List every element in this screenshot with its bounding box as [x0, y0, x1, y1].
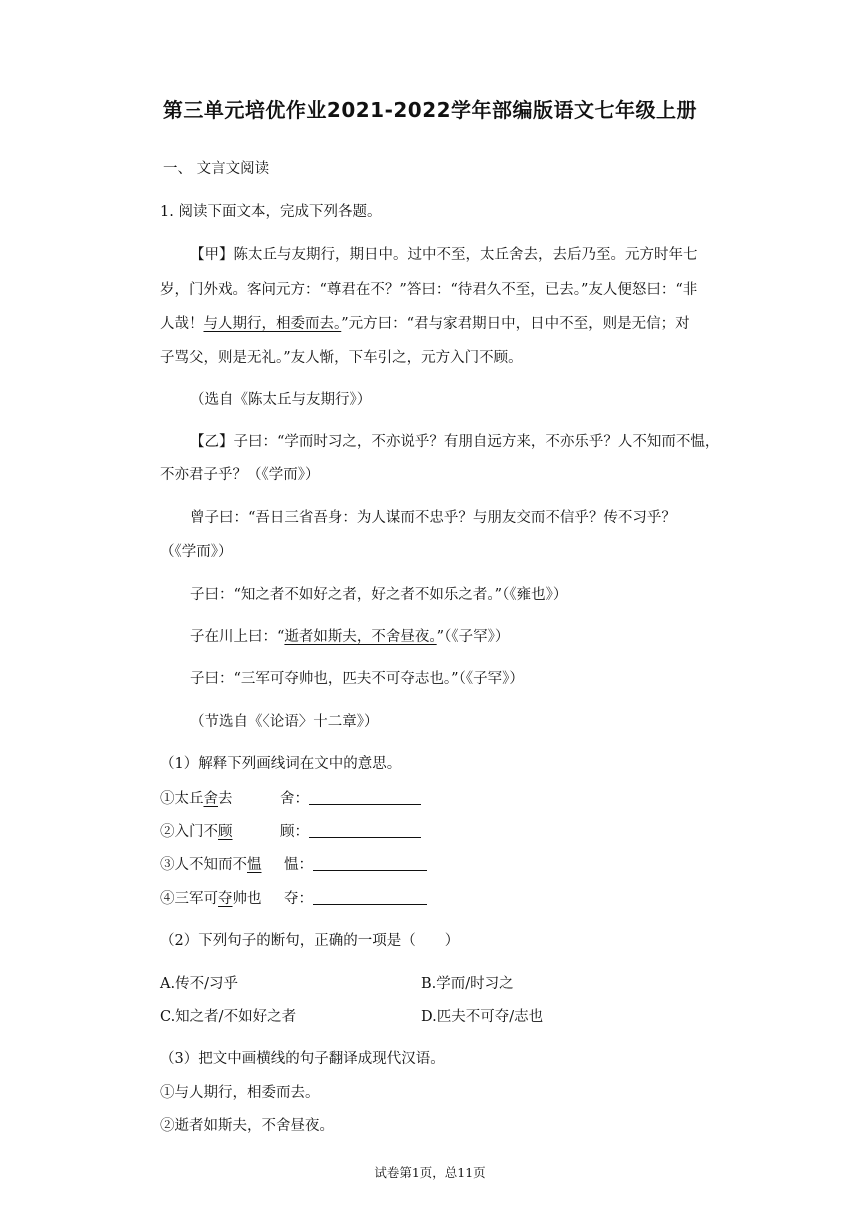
passage-yi-line: 曾子曰：“吾日三省吾身：为人谋而不忠乎？与朋友交而不信乎？传不习乎？ [190, 510, 676, 526]
passage-yi-line: 不亦君子乎？（《学而》） [160, 467, 320, 483]
text-span: 三军可 [174, 891, 218, 907]
text-span: ”元方曰：“君与家君期日中，日中不至，则是无信；对 [341, 316, 690, 332]
section-heading: 一、 文言文阅读 [163, 161, 270, 177]
question-1: 1. 阅读下面文本，完成下列各题。 [160, 204, 382, 220]
underlined-word: 舍 [203, 791, 218, 807]
underlined-word: 愠 [247, 857, 262, 873]
answer-label: 愠： [284, 857, 313, 873]
passage-yi-line: 子曰：“三军可夺帅也，匹夫不可夺志也。”（《子罕》） [190, 671, 524, 687]
vocab-item [160, 822, 233, 842]
answer-label: 顾： [280, 824, 309, 840]
answer-label: 夺： [284, 891, 313, 907]
underlined-sentence: 与人期行，相委而去。 [203, 316, 342, 332]
item-number: ② [160, 824, 175, 840]
text-span: 太丘 [174, 791, 204, 807]
document-title: 第三单元培优作业2021-2022学年部编版语文七年级上册 [162, 98, 698, 122]
underlined-word: 夺 [218, 891, 233, 907]
passage-yi-line [190, 627, 509, 647]
passage-jia-line: 岁，门外戏。客问元方：“尊君在不？”答曰：“待君久不至，已去。”友人便怒曰：“非 [160, 282, 698, 298]
sub-question-2: （2）下列句子的断句，正确的一项是（ ） [160, 933, 460, 949]
translation-item: ①与人期行，相委而去。 [160, 1085, 320, 1101]
answer-label: 舍： [280, 791, 309, 807]
answer-line [284, 855, 427, 875]
answer-blank[interactable] [309, 823, 421, 838]
passage-jia-line [160, 314, 690, 334]
passage-yi-line: 子曰：“知之者不如好之者，好之者不如乐之者。”（《雍也》） [190, 587, 568, 603]
item-number: ③ [160, 857, 175, 873]
option-d[interactable]: D.匹夫不可夺/志也 [421, 1009, 544, 1025]
passage-jia-line: 子骂父，则是无礼。”友人惭，下车引之，元方入门不顾。 [160, 350, 523, 366]
item-number: ① [160, 791, 175, 807]
option-b[interactable]: B.学而/时习之 [421, 976, 514, 992]
passage-yi-line: 【乙】子曰：“学而时习之，不亦说乎？有朋自远方来，不亦乐乎？人不知而不愠， [190, 434, 720, 450]
option-c[interactable]: C.知之者/不如好之者 [160, 1009, 297, 1025]
text-span: 帅也 [232, 891, 262, 907]
text-span: 人不知而不 [174, 857, 247, 873]
text-span: ”（《子罕》） [436, 629, 510, 645]
answer-blank[interactable] [309, 790, 421, 805]
underlined-sentence: 逝者如斯夫，不舍昼夜。 [284, 629, 437, 645]
passage-yi-source: （节选自《〈论语〉十二章》） [190, 714, 379, 730]
passage-yi-line: （《学而》） [160, 544, 233, 560]
sub-question-3: （3）把文中画横线的句子翻译成现代汉语。 [160, 1051, 445, 1067]
answer-blank[interactable] [313, 890, 427, 905]
passage-jia-source: （选自《陈太丘与友期行》） [190, 392, 372, 408]
answer-line [280, 789, 421, 809]
answer-line [280, 822, 421, 842]
vocab-item [160, 789, 233, 809]
passage-jia-line: 【甲】陈太丘与友期行，期日中。过中不至，太丘舍去，去后乃至。元方时年七 [190, 247, 698, 263]
sub-question-1: （1）解释下列画线词在文中的意思。 [160, 756, 402, 772]
answer-blank[interactable] [313, 856, 427, 871]
text-span: 去 [218, 791, 233, 807]
translation-item: ②逝者如斯夫，不舍昼夜。 [160, 1118, 334, 1134]
answer-line [284, 889, 427, 909]
option-a[interactable]: A.传不/习乎 [160, 976, 238, 992]
text-span: 入门不 [174, 824, 218, 840]
text-span: 人哉！ [160, 316, 204, 332]
vocab-item [160, 855, 262, 875]
page-footer: 试卷第1页，总11页 [374, 1165, 486, 1180]
vocab-item [160, 889, 262, 909]
underlined-word: 顾 [218, 824, 233, 840]
text-span: 子在川上曰：“ [190, 629, 285, 645]
item-number: ④ [160, 891, 175, 907]
